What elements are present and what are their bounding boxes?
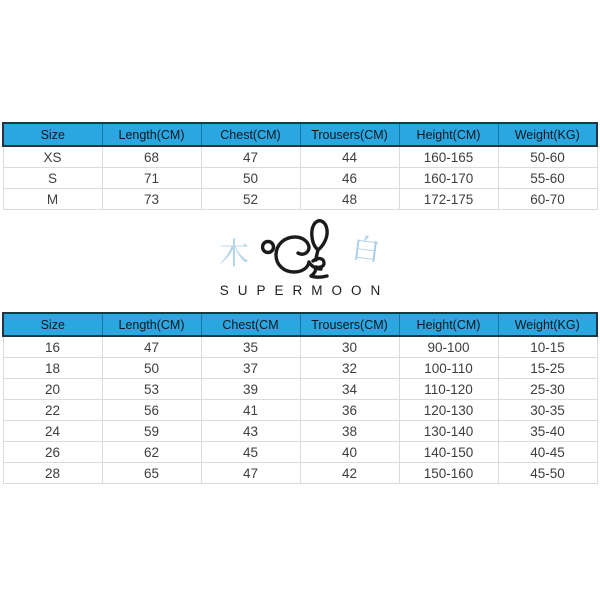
column-header: Height(CM) — [399, 123, 498, 146]
column-header: Length(CM) — [102, 123, 201, 146]
table-cell: 90-100 — [399, 336, 498, 358]
table-cell: 38 — [300, 421, 399, 442]
table-cell: 62 — [102, 442, 201, 463]
logo-character-left: 木 — [219, 237, 249, 272]
table-cell: 55-60 — [498, 168, 597, 189]
table-cell: 18 — [3, 358, 102, 379]
header-row — [3, 123, 597, 146]
logo-character-right: 白 — [350, 231, 382, 268]
column-header: Weight(KG) — [498, 313, 597, 336]
rabbit-icon — [261, 217, 345, 287]
table-cell: 20 — [3, 379, 102, 400]
table-cell: 120-130 — [399, 400, 498, 421]
column-header: Weight(KG) — [498, 123, 597, 146]
kids-table-head — [3, 313, 597, 336]
table-row — [3, 358, 597, 379]
column-header: Size — [3, 123, 102, 146]
table-cell: 42 — [300, 463, 399, 484]
table-cell: 150-160 — [399, 463, 498, 484]
table-cell: 24 — [3, 421, 102, 442]
table-cell: 43 — [201, 421, 300, 442]
table-cell: 110-120 — [399, 379, 498, 400]
table-cell: 40 — [300, 442, 399, 463]
table-cell: M — [3, 189, 102, 210]
table-cell: 28 — [3, 463, 102, 484]
table-cell: 140-150 — [399, 442, 498, 463]
adult-size-table — [2, 122, 598, 210]
table-cell: 25-30 — [498, 379, 597, 400]
rabbit-head-dot — [263, 242, 274, 253]
table-row — [3, 168, 597, 189]
table-cell: 130-140 — [399, 421, 498, 442]
brand-logo — [0, 215, 600, 310]
brand-name: SUPERMOON — [219, 283, 390, 298]
table-cell: 48 — [300, 189, 399, 210]
table-cell: 15-25 — [498, 358, 597, 379]
table-cell: 160-170 — [399, 168, 498, 189]
table-cell: 68 — [102, 146, 201, 168]
column-header: Trousers(CM) — [300, 123, 399, 146]
adult-table-body — [3, 146, 597, 210]
table-cell: 30 — [300, 336, 399, 358]
table-cell: 50-60 — [498, 146, 597, 168]
table-cell: 47 — [201, 146, 300, 168]
table-row — [3, 146, 597, 168]
table-cell: 52 — [201, 189, 300, 210]
table-row — [3, 189, 597, 210]
kids-size-table — [2, 312, 598, 484]
table-cell: 35-40 — [498, 421, 597, 442]
column-header: Chest(CM) — [201, 123, 300, 146]
kids-table-body — [3, 336, 597, 484]
column-header: Size — [3, 313, 102, 336]
column-header: Length(CM) — [102, 313, 201, 336]
table-cell: 71 — [102, 168, 201, 189]
table-cell: 47 — [201, 463, 300, 484]
table-cell: 65 — [102, 463, 201, 484]
table-cell: 46 — [300, 168, 399, 189]
table-cell: 36 — [300, 400, 399, 421]
table-cell: 100-110 — [399, 358, 498, 379]
table-row — [3, 463, 597, 484]
table-cell: 32 — [300, 358, 399, 379]
table-cell: 40-45 — [498, 442, 597, 463]
table-cell: 35 — [201, 336, 300, 358]
table-cell: 22 — [3, 400, 102, 421]
table-cell: 10-15 — [498, 336, 597, 358]
table-cell: 160-165 — [399, 146, 498, 168]
table-cell: XS — [3, 146, 102, 168]
table-cell: 45 — [201, 442, 300, 463]
column-header: Trousers(CM) — [300, 313, 399, 336]
table-cell: 30-35 — [498, 400, 597, 421]
table-row — [3, 442, 597, 463]
column-header: Height(CM) — [399, 313, 498, 336]
table-cell: 39 — [201, 379, 300, 400]
table-cell: 53 — [102, 379, 201, 400]
table-cell: 73 — [102, 189, 201, 210]
table-cell: 56 — [102, 400, 201, 421]
table-cell: 47 — [102, 336, 201, 358]
column-header: Chest(CM — [201, 313, 300, 336]
table-cell: 44 — [300, 146, 399, 168]
table-cell: 59 — [102, 421, 201, 442]
table-cell: 172-175 — [399, 189, 498, 210]
table-row — [3, 400, 597, 421]
header-row — [3, 313, 597, 336]
table-cell: 41 — [201, 400, 300, 421]
table-cell: 50 — [102, 358, 201, 379]
table-row — [3, 421, 597, 442]
table-cell: 34 — [300, 379, 399, 400]
adult-table-head — [3, 123, 597, 146]
table-cell: S — [3, 168, 102, 189]
table-cell: 45-50 — [498, 463, 597, 484]
table-row — [3, 336, 597, 358]
table-cell: 50 — [201, 168, 300, 189]
table-cell: 26 — [3, 442, 102, 463]
table-cell: 37 — [201, 358, 300, 379]
table-cell: 16 — [3, 336, 102, 358]
table-row — [3, 379, 597, 400]
rabbit-ear-stroke — [312, 221, 327, 260]
table-cell: 60-70 — [498, 189, 597, 210]
